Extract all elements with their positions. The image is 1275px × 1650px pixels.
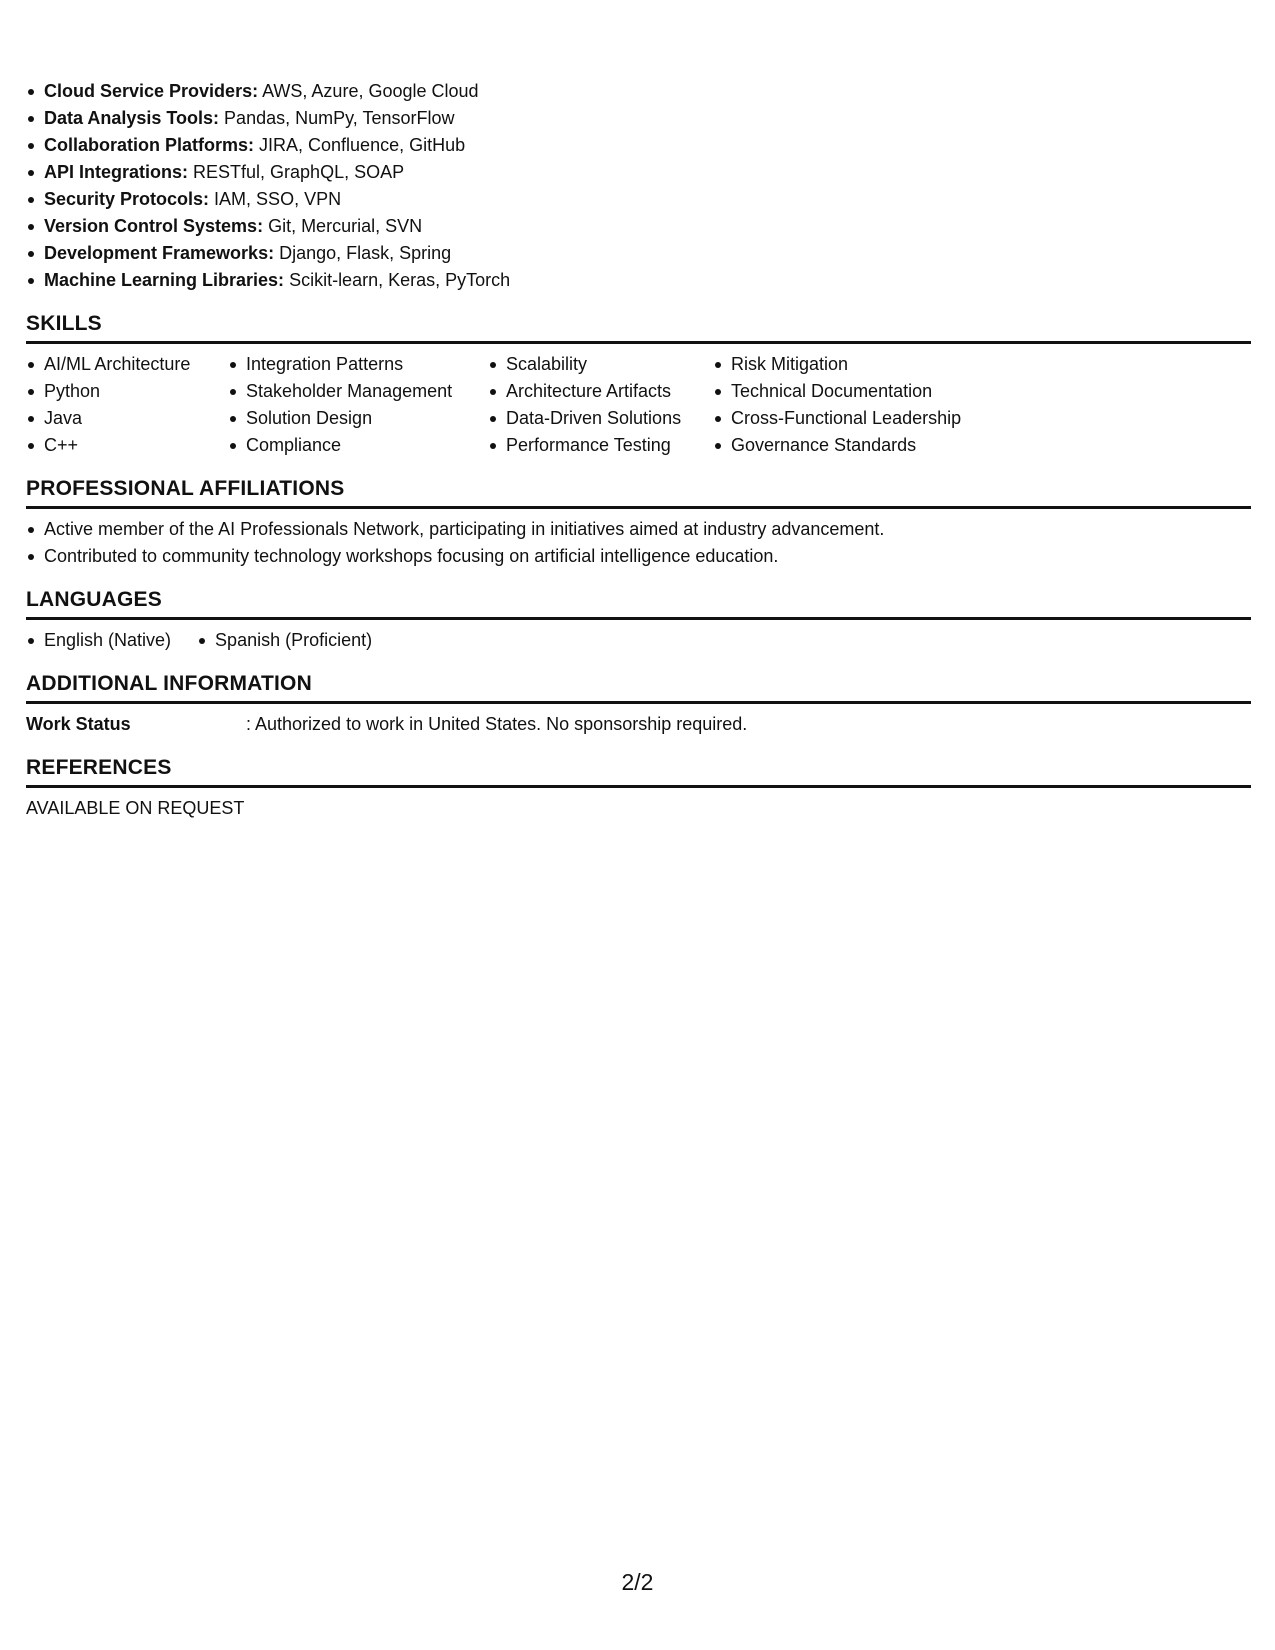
list-item: [26, 240, 1251, 267]
skill-item: Scalability: [488, 351, 713, 378]
skills-column: [488, 351, 713, 459]
skill-item: Data-Driven Solutions: [488, 405, 713, 432]
tool-category-value: Scikit-learn, Keras, PyTorch: [284, 270, 511, 290]
skills-column: [26, 351, 228, 459]
languages-list: [26, 627, 1251, 654]
tool-category-label: Version Control Systems:: [44, 216, 264, 236]
skill-item: AI/ML Architecture: [26, 351, 228, 378]
skill-item: Architecture Artifacts: [488, 378, 713, 405]
resume-page: [26, 78, 1251, 822]
additional-info-heading: ADDITIONAL INFORMATION: [26, 670, 1251, 704]
skill-item: Performance Testing: [488, 432, 713, 459]
skill-item: Integration Patterns: [228, 351, 488, 378]
affiliations-list: [26, 516, 1251, 570]
tool-category-label: Cloud Service Providers:: [44, 81, 259, 101]
tool-category-value: Pandas, NumPy, TensorFlow: [219, 108, 455, 128]
technical-tools-list: [26, 78, 1251, 294]
skill-item: Java: [26, 405, 228, 432]
tool-category-label: Security Protocols:: [44, 189, 210, 209]
skills-grid: [26, 351, 1251, 459]
language-item: Spanish (Proficient): [197, 627, 372, 654]
tool-category-value: Git, Mercurial, SVN: [263, 216, 423, 236]
skills-column: [713, 351, 1013, 459]
list-item: [26, 78, 1251, 105]
skill-item: Solution Design: [228, 405, 488, 432]
skills-heading: SKILLS: [26, 310, 1251, 344]
tool-category-value: IAM, SSO, VPN: [209, 189, 342, 209]
tool-category-label: Data Analysis Tools:: [44, 108, 220, 128]
skill-item: C++: [26, 432, 228, 459]
tool-category-label: Collaboration Platforms:: [44, 135, 255, 155]
list-item: [26, 213, 1251, 240]
tool-category-label: Machine Learning Libraries:: [44, 270, 285, 290]
list-item: [26, 132, 1251, 159]
tool-category-value: AWS, Azure, Google Cloud: [258, 81, 479, 101]
skill-item: Python: [26, 378, 228, 405]
references-heading: REFERENCES: [26, 754, 1251, 788]
tool-category-value: RESTful, GraphQL, SOAP: [188, 162, 405, 182]
skill-item: Cross-Functional Leadership: [713, 405, 1013, 432]
skill-item: Governance Standards: [713, 432, 1013, 459]
skill-item: Compliance: [228, 432, 488, 459]
skill-item: Stakeholder Management: [228, 378, 488, 405]
list-item: [26, 267, 1251, 294]
affiliation-item: Active member of the AI Professionals Network, participating in initiatives aimed at industry advancement.: [26, 516, 1251, 543]
affiliations-heading: PROFESSIONAL AFFILIATIONS: [26, 475, 1251, 509]
skills-column: [228, 351, 488, 459]
work-status-label: Work Status: [26, 714, 131, 734]
languages-heading: LANGUAGES: [26, 586, 1251, 620]
tool-category-label: API Integrations:: [44, 162, 189, 182]
affiliation-item: Contributed to community technology workshops focusing on artificial intelligence education.: [26, 543, 1251, 570]
list-item: [26, 105, 1251, 132]
list-item: [26, 159, 1251, 186]
skill-item: Technical Documentation: [713, 378, 1013, 405]
tool-category-value: JIRA, Confluence, GitHub: [254, 135, 466, 155]
work-status-row: [26, 711, 1251, 738]
skill-item: Risk Mitigation: [713, 351, 1013, 378]
references-text: AVAILABLE ON REQUEST: [26, 798, 245, 818]
tool-category-value: Django, Flask, Spring: [274, 243, 452, 263]
language-item: English (Native): [26, 627, 171, 654]
tool-category-label: Development Frameworks:: [44, 243, 275, 263]
page-number: 2/2: [621, 1569, 654, 1595]
list-item: [26, 186, 1251, 213]
work-status-value: : Authorized to work in United States. No sponsorship required.: [246, 714, 748, 734]
